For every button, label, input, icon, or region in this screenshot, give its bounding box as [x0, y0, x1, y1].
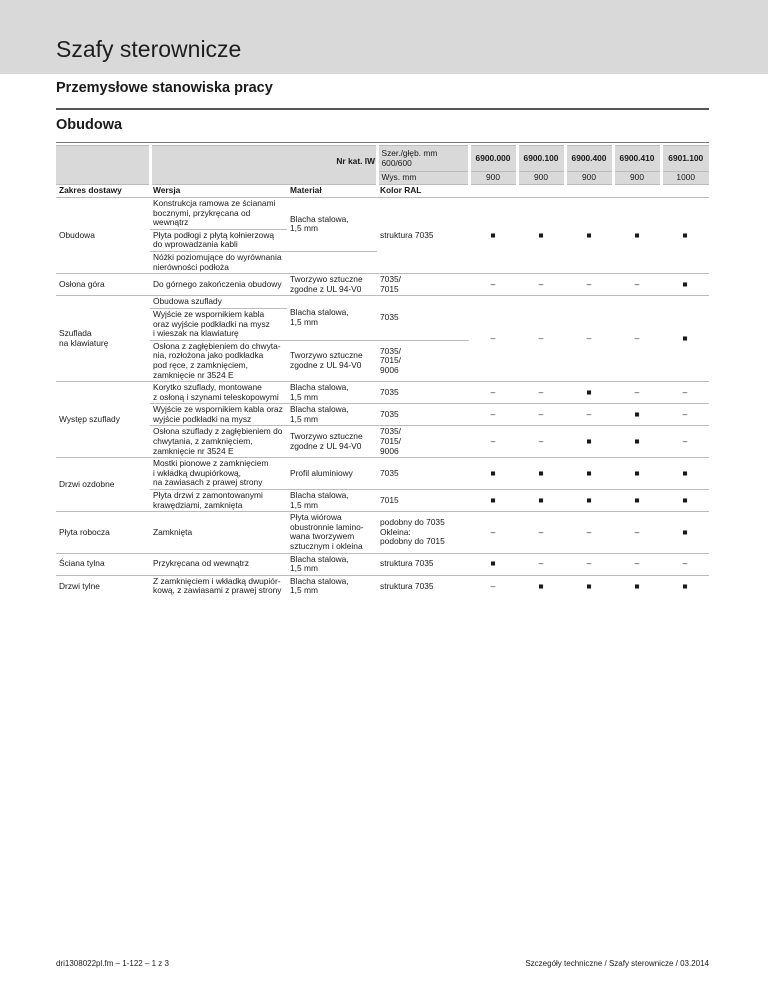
col-zakres: Zakres dostawy — [56, 185, 150, 198]
availability-cell: ■ — [469, 458, 517, 490]
header-banner — [0, 0, 768, 74]
material-cell: Blacha stalowa, 1,5 mm — [287, 490, 377, 512]
section-title: Obudowa — [56, 117, 123, 133]
availability-cell: ■ — [469, 553, 517, 575]
availability-cell: ■ — [661, 490, 709, 512]
table-row — [56, 553, 709, 575]
availability-cell: – — [469, 296, 517, 382]
availability-cell: ■ — [565, 382, 613, 404]
availability-cell: – — [517, 274, 565, 296]
size-header: Szer./głęb. mm 600/600 — [377, 146, 469, 172]
availability-cell: – — [565, 404, 613, 426]
table-row — [56, 274, 709, 296]
material-cell: Tworzywo sztuczne zgodne z UL 94-V0 — [287, 274, 377, 296]
availability-cell: – — [469, 404, 517, 426]
version-cell: Konstrukcja ramowa ze ścianami bocznymi, przykręcana od wewnątrz — [150, 198, 287, 230]
model-header: 6900.410 — [613, 146, 661, 172]
height-value: 900 — [517, 172, 565, 185]
availability-cell: ■ — [469, 490, 517, 512]
spec-table — [56, 145, 709, 597]
material-cell: Profil aluminiowy — [287, 458, 377, 490]
availability-cell: – — [469, 575, 517, 597]
material-cell: Blacha stalowa, 1,5 mm — [287, 382, 377, 404]
availability-cell: – — [469, 512, 517, 553]
height-value: 900 — [469, 172, 517, 185]
availability-cell: ■ — [565, 490, 613, 512]
availability-cell: – — [469, 382, 517, 404]
color-cell: 7035 — [377, 296, 469, 340]
availability-cell: – — [613, 512, 661, 553]
availability-cell: ■ — [661, 575, 709, 597]
material-cell: Tworzywo sztuczne zgodne z UL 94-V0 — [287, 426, 377, 458]
material-cell: Blacha stalowa, 1,5 mm — [287, 575, 377, 597]
color-cell: podobny do 7035 Okleina: podobny do 7015 — [377, 512, 469, 553]
color-cell: 7035/ 7015/ 9006 — [377, 426, 469, 458]
row-label: Drzwi ozdobne — [56, 458, 150, 512]
color-cell: 7035 — [377, 382, 469, 404]
col-wersja: Wersja — [150, 185, 287, 198]
table-row — [56, 426, 709, 458]
height-value: 900 — [613, 172, 661, 185]
page-title: Szafy sterownicze — [56, 36, 242, 62]
row-label: Występ szuflady — [56, 382, 150, 458]
availability-cell: ■ — [565, 575, 613, 597]
availability-cell: ■ — [613, 426, 661, 458]
version-cell: Osłona szuflady z zagłębieniem do chwytania, z zamknięciem, zamknięcie nr 3524 E — [150, 426, 287, 458]
material-cell: Płyta wiórowa obustronnie lamino- wana tworzywem sztucznym i okleina — [287, 512, 377, 553]
availability-cell: ■ — [613, 404, 661, 426]
availability-cell: – — [469, 426, 517, 458]
availability-cell: ■ — [565, 426, 613, 458]
model-header: 6900.400 — [565, 146, 613, 172]
availability-cell: – — [565, 296, 613, 382]
availability-cell: – — [517, 512, 565, 553]
availability-cell: – — [613, 382, 661, 404]
height-value: 900 — [565, 172, 613, 185]
availability-cell: – — [517, 426, 565, 458]
subtitle: Przemysłowe stanowiska pracy — [56, 80, 273, 96]
availability-cell: ■ — [565, 198, 613, 274]
row-label: Płyta robocza — [56, 512, 150, 553]
catalog-number-label: Nr kat. IW — [336, 156, 375, 166]
color-cell: 7015 — [377, 490, 469, 512]
model-header: 6901.100 — [661, 146, 709, 172]
availability-cell: – — [517, 382, 565, 404]
availability-cell: – — [565, 553, 613, 575]
table-row — [56, 575, 709, 597]
version-cell: Obudowa szuflady — [150, 296, 287, 309]
availability-cell: – — [661, 382, 709, 404]
row-label: Obudowa — [56, 198, 150, 274]
row-label: Osłona góra — [56, 274, 150, 296]
version-cell: Osłona z zagłębieniem do chwyta- nia, rozłożona jako podkładka pod ręce, z zamknięciem, zamknięcie nr 3524 E — [150, 340, 287, 381]
table-row — [56, 296, 709, 309]
color-cell: struktura 7035 — [377, 553, 469, 575]
material-cell: Blacha stalowa, 1,5 mm — [287, 553, 377, 575]
color-cell: 7035/ 7015 — [377, 274, 469, 296]
availability-cell: ■ — [661, 512, 709, 553]
availability-cell: – — [517, 404, 565, 426]
availability-cell: ■ — [613, 458, 661, 490]
version-cell: Zamknięta — [150, 512, 287, 553]
availability-cell: – — [517, 296, 565, 382]
availability-cell: ■ — [469, 198, 517, 274]
material-cell: Blacha stalowa, 1,5 mm — [287, 296, 377, 340]
col-material: Materiał — [287, 185, 377, 198]
availability-cell: ■ — [613, 198, 661, 274]
divider — [56, 142, 709, 143]
availability-cell: – — [613, 296, 661, 382]
version-cell: Wyjście ze wspornikiem kabla oraz wyjście podkładki na mysz — [150, 404, 287, 426]
availability-cell: ■ — [565, 458, 613, 490]
material-cell: Blacha stalowa, 1,5 mm — [287, 404, 377, 426]
footer-right: Szczegóły techniczne / Szafy sterownicze / 03.2014 — [525, 959, 709, 968]
availability-cell: – — [517, 553, 565, 575]
table-row — [56, 382, 709, 404]
version-cell: Korytko szuflady, montowane z osłoną i szynami teleskopowymi — [150, 382, 287, 404]
availability-cell: – — [613, 553, 661, 575]
availability-cell: – — [613, 274, 661, 296]
col-kolor: Kolor RAL — [377, 185, 469, 198]
version-cell: Płyta drzwi z zamontowanymi krawędziami, zamknięta — [150, 490, 287, 512]
color-cell: struktura 7035 — [377, 198, 469, 274]
row-label: Ściana tylna — [56, 553, 150, 575]
column-header-row — [56, 185, 709, 198]
footer-left: dri1308022pl.fm – 1-122 – 1 z 3 — [56, 959, 169, 968]
availability-cell: – — [565, 512, 613, 553]
availability-cell: – — [565, 274, 613, 296]
height-header: Wys. mm — [377, 172, 469, 185]
availability-cell: ■ — [661, 274, 709, 296]
table-row — [56, 490, 709, 512]
availability-cell: ■ — [661, 296, 709, 382]
material-cell: Blacha stalowa, 1,5 mm — [287, 198, 377, 252]
version-cell: Z zamknięciem i wkładką dwupiór- kową, z zawiasami z prawej strony — [150, 575, 287, 597]
model-header: 6900.000 — [469, 146, 517, 172]
version-cell: Nóżki poziomujące do wyrównania nierówności podłoża — [150, 251, 287, 273]
availability-cell: ■ — [661, 458, 709, 490]
availability-cell: ■ — [517, 458, 565, 490]
availability-cell: – — [661, 553, 709, 575]
model-header: 6900.100 — [517, 146, 565, 172]
version-cell: Przykręcana od wewnątrz — [150, 553, 287, 575]
version-cell: Płyta podłogi z płytą kołnierzową do wprowadzania kabli — [150, 229, 287, 251]
row-label: Drzwi tylne — [56, 575, 150, 597]
availability-cell: ■ — [613, 490, 661, 512]
table-row — [56, 198, 709, 230]
row-label: Szuflada na klawiaturę — [56, 296, 150, 382]
availability-cell: ■ — [613, 575, 661, 597]
color-cell: 7035 — [377, 404, 469, 426]
availability-cell: ■ — [661, 198, 709, 274]
availability-cell: – — [661, 404, 709, 426]
availability-cell: – — [661, 426, 709, 458]
version-cell: Mostki pionowe z zamknięciem i wkładką dwupiórkową, na zawiasach z prawej strony — [150, 458, 287, 490]
availability-cell: ■ — [517, 490, 565, 512]
height-value: 1000 — [661, 172, 709, 185]
color-cell: struktura 7035 — [377, 575, 469, 597]
table-row — [56, 512, 709, 553]
table-row — [56, 458, 709, 490]
availability-cell: – — [469, 274, 517, 296]
availability-cell: ■ — [517, 198, 565, 274]
material-cell: Tworzywo sztuczne zgodne z UL 94-V0 — [287, 340, 377, 381]
table-row — [56, 404, 709, 426]
color-cell: 7035/ 7015/ 9006 — [377, 340, 469, 381]
divider — [56, 108, 709, 110]
color-cell: 7035 — [377, 458, 469, 490]
availability-cell: ■ — [517, 575, 565, 597]
version-cell: Wyjście ze wspornikiem kabla oraz wyjście podkładki na mysz i wieszak na klawiaturę — [150, 308, 287, 340]
version-cell: Do górnego zakończenia obudowy — [150, 274, 287, 296]
